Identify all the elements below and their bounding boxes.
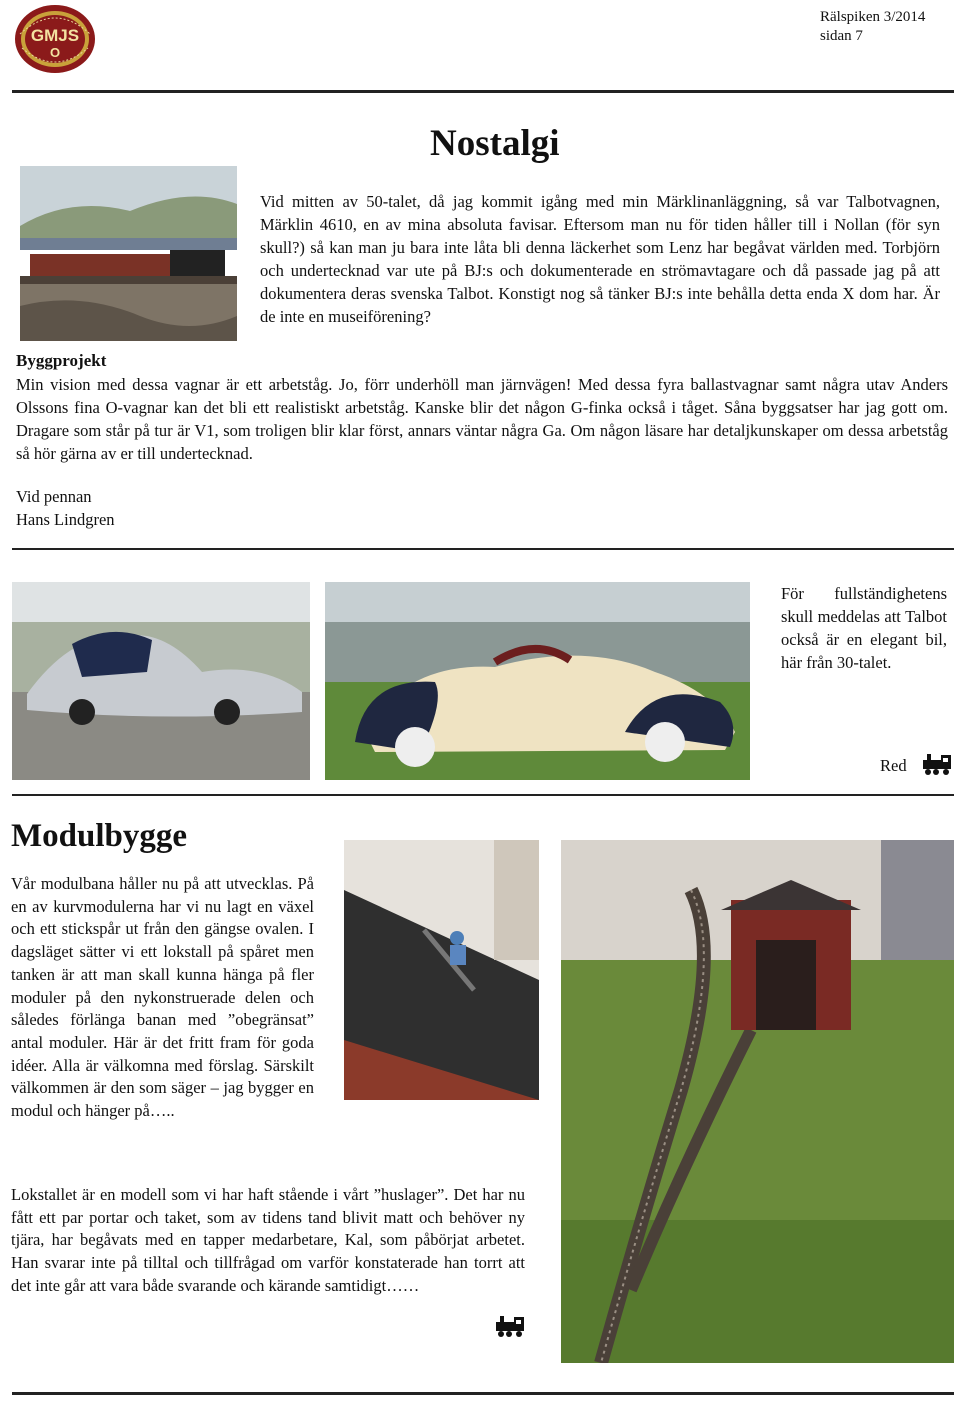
modulbygge-para1: Vår modulbana håller nu på att utvecklas. På en av kurvmodulerna har vi nu lagt en växel och ett stickspår ut från den gängse ovalen. I dagsläget sätter vi ett lokstall på spåret men tanken är att man skall kunna hänga på fler moduler på den nykonstruerade delen och således förlänga banan med ”obegränsat” antal moduler. Här är det fritt fram för goda idéer. Alla är välkomna med förslag. Särskilt välkommen är den som säger – jag bygger en modul och hänger på….. [11, 874, 314, 1121]
nostalgi-intro: Vid mitten av 50-talet, då jag kommit igång med min Märklinanläggning, så var Talbotvagnen, Märklin 4610, en av mina absoluta favisar. Eftersom man nu för tiden håller till i Nollan (för syn skull?) så kan man ju bara inte låta bli denna läckerhet som Lenz har begåvat världen med. Torbjörn och undertecknad var ute på BJ:s och dokumenterade en strömavtagare och då passade jag på att dokumentera deras svenska Talbot. Konstigt nog så tänker BJ:s inte behålla detta enda X dom har. Är de inte en museiförening? [260, 192, 940, 326]
red-signature: Red [880, 756, 907, 775]
talbot-note: För fullständighetens skull meddelas att Talbot också är en elegant bil, här från 30-talet. [781, 584, 947, 672]
logo-subtext: O [49, 45, 61, 60]
section-rule-2 [12, 794, 954, 796]
byggprojekt-body: Min vision med dessa vagnar är ett arbetståg. Jo, förr underhöll man järnvägen! Med dessa fyra ballastvagnar samt några utav Anders Olssons fina O-vagnar kan det bli ett realistiskt arbetståg. Kanske blir det någon G-finka också i tåget. Såna byggsatser har jag gott om. Dragare som står på tur är V1, som troligen blir klar först, annars väntar några Ga. Om någon läsare har detaljkunskaper om dessa arbetståg så hör gärna av er till undertecknad. [16, 375, 948, 463]
modulbygge-title: Modulbygge [11, 818, 188, 854]
page-number: sidan 7 [820, 28, 863, 44]
engine-shed-roof-photo [344, 840, 539, 1100]
author-name: Hans Lindgren [16, 510, 115, 529]
signoff: Vid pennan [16, 487, 92, 506]
train-layout-photo [20, 166, 237, 341]
gmjs-logo-icon [14, 4, 96, 74]
header-rule [12, 90, 954, 93]
locomotive-icon [494, 1314, 527, 1338]
silver-talbot-photo [12, 582, 310, 780]
logo-text: GMJS [30, 26, 80, 45]
footer-rule [12, 1392, 954, 1395]
module-layout-photo [561, 840, 954, 1363]
cream-talbot-photo [325, 582, 750, 780]
byggprojekt-heading: Byggprojekt [16, 351, 107, 370]
section-rule-1 [12, 548, 954, 550]
publication-title: Rälspiken 3/2014 [820, 9, 926, 25]
locomotive-icon [921, 752, 954, 776]
modulbygge-para2: Lokstallet är en modell som vi har haft stående i vårt ”huslager”. Det har nu fått ett par portar och taket, som av tidens tand blivit matt och behöver ny tjära, har begåvats med en tapper medarbetare, Kal, som påbörjat arbetet. Han svarar inte på tilltal och tillfrågad om varför konstaterade han torrt att det inte går att vara både svarande och kärande samtidigt…… [11, 1185, 525, 1295]
page-title: Nostalgi [430, 123, 560, 164]
